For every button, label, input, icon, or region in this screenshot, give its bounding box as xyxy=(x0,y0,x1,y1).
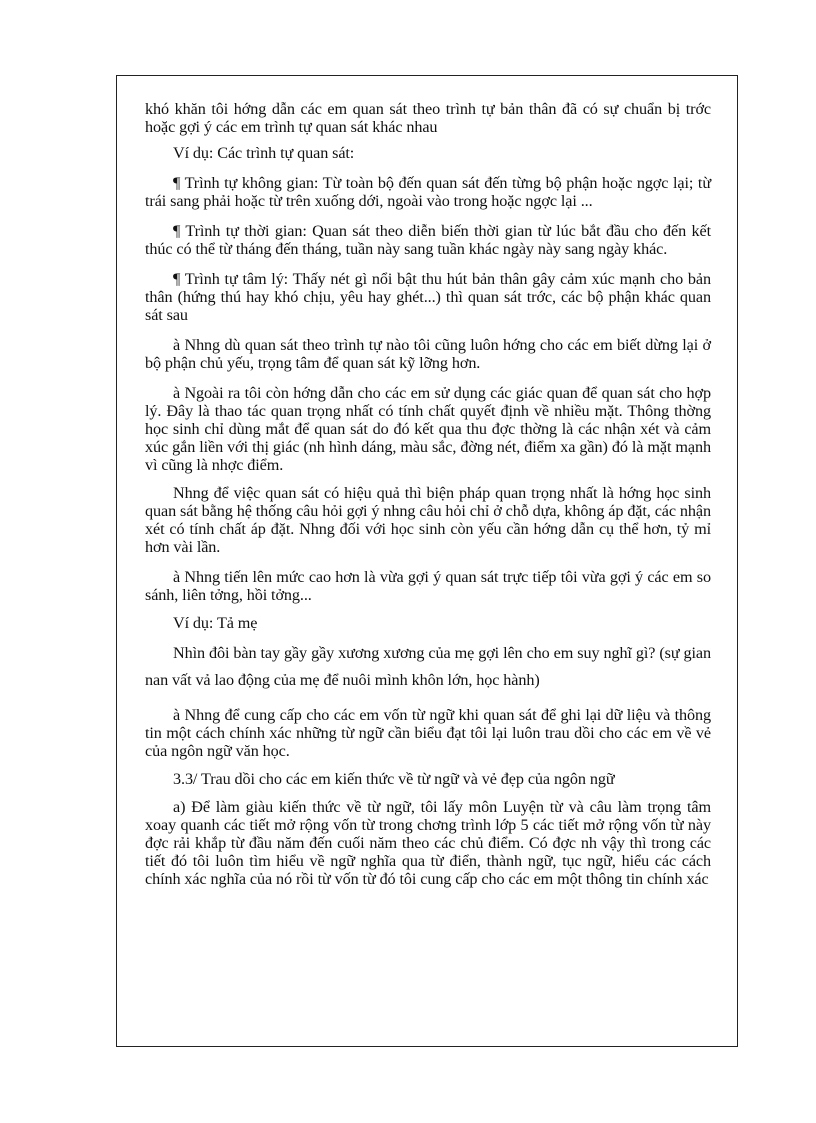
section-heading-3-3: 3.3/ Trau dồi cho các em kiến thức về từ ngữ và vẻ đẹp của ngôn ngữ xyxy=(173,770,615,788)
paragraph-vocabulary: à Nhng để cung cấp cho các em vốn từ ngữ khi quan sát để ghi lại dữ liệu và thông tin một cách chính xác những từ ngữ cần biểu đạt tôi lại luôn trau dồi cho các em về vẻ của ngôn ngữ văn học. xyxy=(145,706,711,760)
paragraph-hands: Nhìn đôi bàn tay gầy gầy xương xương của mẹ gợi lên cho em suy nghĩ gì? (sự gian nan vất vả lao động của mẹ để nuôi mình khôn lớn, học hành) xyxy=(145,644,711,689)
paragraph-example-mother: Ví dụ: Tả mẹ xyxy=(173,614,258,632)
paragraph-senses: à Ngoài ra tôi còn hớng dẫn cho các em sử dụng các giác quan để quan sát cho hợp lý. Đây là thao tác quan trọng nhất có tính chất quyết định về nhiều mặt. Thông thờng học sinh chỉ dùng mắt để quan sát do đó kết qua thu đợc thờng là các nhận xét và cảm xúc gắn liền với thị giác (nh hình dáng, màu sắc, đờng nét, điểm xa gần) đó là mặt mạnh vì cũng là nhợc điểm. xyxy=(145,384,711,474)
paragraph-space-order: ¶ Trình tự không gian: Từ toàn bộ đến quan sát đến từng bộ phận hoặc ngợc lại; từ trái sang phải hoặc từ trên xuống dới, ngoài vào trong hoặc ngợc lại ... xyxy=(145,174,711,210)
paragraph-example-heading: Ví dụ: Các trình tự quan sát: xyxy=(173,144,355,162)
paragraph-enrich-vocabulary: a) Để làm giàu kiến thức về từ ngữ, tôi lấy môn Luyện từ và câu làm trọng tâm xoay quanh các tiết mở rộng vốn từ trong chơng trình lớp 5 các tiết mở rộng vốn từ này đợc rải khắp từ đầu năm đến cuối năm theo các chủ điểm. Có đợc nh vậy thì trong các tiết đó tôi luôn tìm hiểu về ngữ nghĩa qua từ điển, thành ngữ, tục ngữ, hiểu các cách chính xác nghĩa của nó rồi từ vốn từ đó tôi cung cấp cho các em một thông tin chính xác xyxy=(145,798,711,888)
paragraph-psych-order: ¶ Trình tự tâm lý: Thấy nét gì nổi bật thu hút bản thân gây cảm xúc mạnh cho bản thân (hứng thú hay khó chịu, yêu hay ghét...) thì quan sát trớc, các bộ phận khác quan sát sau xyxy=(145,270,711,324)
paragraph-focus: à Nhng dù quan sát theo trình tự nào tôi cũng luôn hớng cho các em biết dừng lại ở bộ phận chủ yếu, trọng tâm để quan sát kỹ lỡng hơn. xyxy=(145,336,711,372)
paragraph-1: khó khăn tôi hớng dẫn các em quan sát theo trình tự bản thân đã có sự chuẩn bị trớc hoặc gợi ý các em trình tự quan sát khác nhau xyxy=(145,100,711,136)
paragraph-time-order: ¶ Trình tự thời gian: Quan sát theo diễn biến thời gian từ lúc bắt đầu cho đến kết thúc có thể từ tháng đến tháng, tuần này sang tuần khác ngày này sang ngày khác. xyxy=(145,222,711,258)
paragraph-questions: Nhng để việc quan sát có hiệu quả thì biện pháp quan trọng nhất là hớng học sinh quan sát bằng hệ thống câu hỏi gợi ý nhng câu hỏi chỉ ở chỗ dựa, không áp đặt, các nhận xét có tính chất áp đặt. Nhng đối với học sinh còn yếu cần hớng dẫn cụ thể hơn, tỷ mỉ hơn vài lần. xyxy=(145,484,711,556)
paragraph-compare: à Nhng tiến lên mức cao hơn là vừa gợi ý quan sát trực tiếp tôi vừa gợi ý các em so sánh, liên tởng, hồi tởng... xyxy=(145,568,711,604)
document-body xyxy=(145,100,711,888)
